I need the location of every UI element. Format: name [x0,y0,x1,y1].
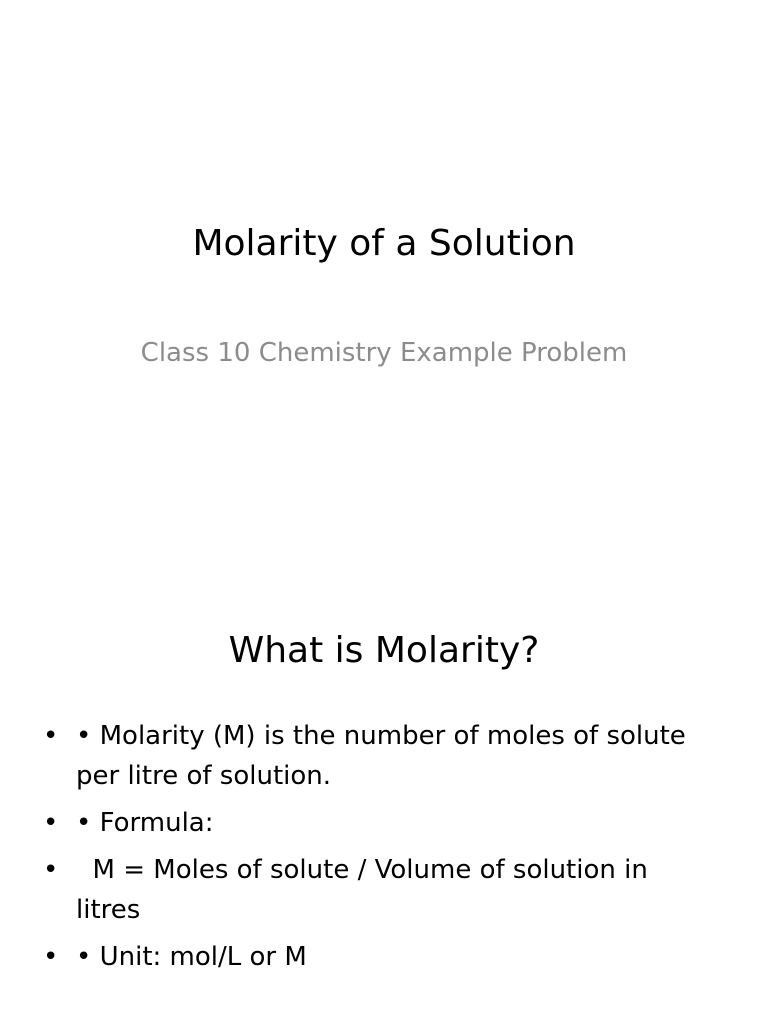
bullet-text: • Formula: [76,808,214,838]
bullet-marker: • [43,808,59,838]
slide-heading: What is Molarity? [228,630,540,671]
bullet-marker: • [43,855,59,885]
bullet-list [40,716,720,984]
bullet-item [40,716,720,796]
slide-subtitle: Class 10 Chemistry Example Problem [140,338,628,368]
slide-title: Molarity of a Solution [192,223,576,264]
bullet-text: • Unit: mol/L or M [76,942,307,972]
bullet-item [40,937,720,977]
bullet-item [40,803,720,843]
bullet-marker: • [43,721,59,751]
bullet-text: M = Moles of solute / Volume of solution in litres [76,855,657,925]
content-slide [0,512,768,1024]
bullet-text: • Molarity (M) is the number of moles of solute per litre of solution. [76,721,686,791]
bullet-item [40,850,720,930]
bullet-marker: • [43,942,59,972]
